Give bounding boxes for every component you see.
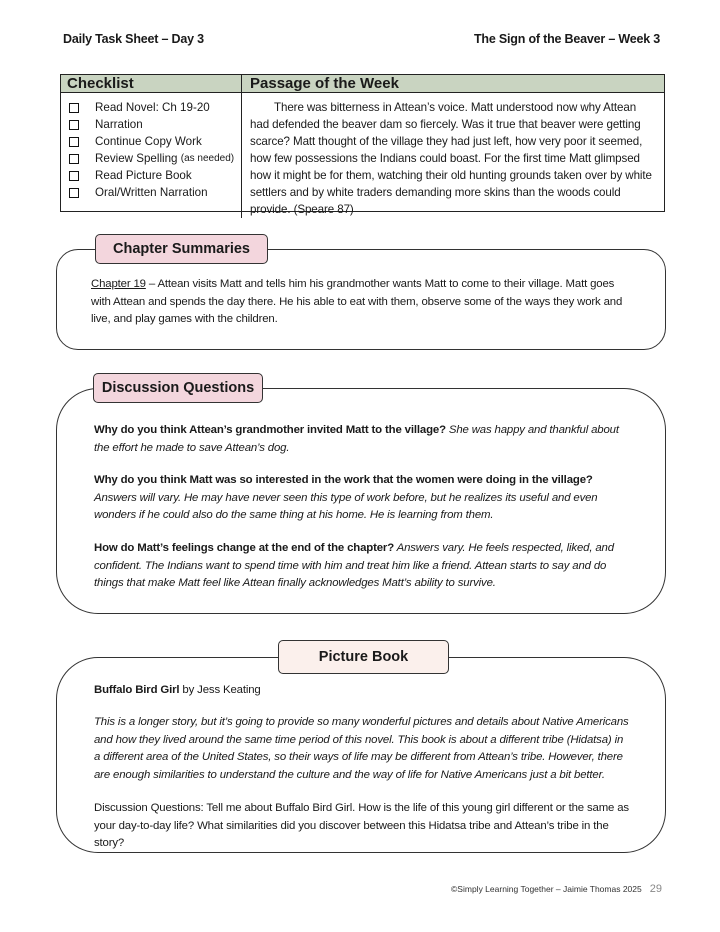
checklist-item-label: Continue Copy Work [95, 135, 202, 148]
question: Why do you think Matt was so interested in the work that the women were doing in the village? [94, 474, 593, 486]
passage-text [242, 93, 664, 218]
checklist-item[interactable] [69, 167, 241, 184]
discussion-item [94, 422, 634, 457]
discussion-questions-title: Discussion Questions [93, 373, 263, 403]
page-header-left: Daily Task Sheet – Day 3 [63, 32, 204, 46]
checklist-item-label: Oral/Written Narration [95, 186, 208, 199]
question: How do Matt’s feelings change at the end of the chapter? [94, 542, 395, 554]
checklist-item-label: Read Novel: Ch 19-20 [95, 101, 210, 114]
checklist-item-label: Read Picture Book [95, 169, 192, 182]
passage-heading: Passage of the Week [250, 75, 399, 92]
picture-book-title: Picture Book [278, 640, 449, 674]
discussion-item [94, 472, 634, 525]
checklist-passage-table [60, 74, 665, 216]
book-discussion-questions: Discussion Questions: Tell me about Buffalo Bird Girl. How is the life of this young girl different or the same as your day-to-day life? What similarities did you discover between this Hidatsa tribe and Attean’s tribe in the story? [94, 802, 629, 849]
answer: She was happy and thankful about the effort he made to save Attean’s dog. [94, 424, 619, 454]
page-footer [451, 883, 662, 895]
checklist-item[interactable] [69, 150, 241, 167]
checkbox[interactable] [69, 120, 79, 130]
checklist-item[interactable] [69, 184, 241, 201]
checkbox[interactable] [69, 137, 79, 147]
checklist-item-label: Review Spelling [95, 152, 178, 165]
answer: Answers vary. He feels respected, liked, and confident. The Indians want to spend time with him and treat him like a friend. Attean starts to say and do things that make Matt feel like Attean finally acknowledges Matt’s ability to survive. [94, 542, 614, 589]
checklist-item[interactable] [69, 133, 241, 150]
book-description: This is a longer story, but it’s going to provide so many wonderful pictures and details about Native Americans and how they lived around the same time period of this novel. This book is about a different tribe (Hidatsa) in a different area of the United States, so their ways of life may be different from Attean’s tribe. However, there are enough similarities to understand the culture and the way of life for Native Americans just a bit better. [94, 716, 629, 781]
book-title: Buffalo Bird Girl [94, 684, 180, 696]
discussion-item [94, 540, 634, 593]
table-header [61, 75, 664, 93]
table-body [61, 93, 664, 218]
checklist [61, 93, 242, 218]
checkbox[interactable] [69, 103, 79, 113]
book-citation [94, 682, 634, 700]
chapter-summaries-title: Chapter Summaries [95, 234, 268, 264]
chapter-label: Chapter 19 [91, 278, 146, 290]
page-number: 29 [649, 883, 662, 895]
passage-body: There was bitterness in Attean’s voice. Matt understood now why Attean had defended the beaver dam so fiercely. Was it true that beaver were getting scarce? Matt thought of the village they had just left, how very poor it seemed, how few possessions the Indians could boast. For the first time Matt glimpsed how it might be for them, watching their old hunting grounds taken over by white settlers and by white traders demanding more skins than the woods could provide. (Speare 87) [250, 101, 652, 216]
chapter-summary-body: – Attean visits Matt and tells him his grandmother wants Matt to come to their village. Matt goes with Attean and spends the day there. He his able to eat with them, observe some of the ways they work and live, and play games with the children. [91, 278, 623, 325]
answer: Answers will vary. He may have never seen this type of work before, but he realizes its useful and even wonders if he could also do the same thing at his home. He is learning from them. [94, 491, 598, 521]
checkbox[interactable] [69, 171, 79, 181]
footer-credit: ©Simply Learning Together – Jaimie Thomas 2025 [451, 884, 642, 894]
question: Why do you think Attean’s grandmother invited Matt to the village? [94, 424, 446, 436]
checklist-heading: Checklist [61, 75, 242, 92]
chapter-summary-text [91, 276, 631, 329]
checklist-item[interactable] [69, 99, 241, 116]
book-author: by Jess Keating [179, 684, 261, 696]
checkbox[interactable] [69, 188, 79, 198]
checklist-item-note: (as needed) [180, 153, 235, 164]
page-header-right: The Sign of the Beaver – Week 3 [474, 32, 660, 46]
checklist-item-label: Narration [95, 118, 143, 131]
checklist-item[interactable] [69, 116, 241, 133]
checkbox[interactable] [69, 154, 79, 164]
